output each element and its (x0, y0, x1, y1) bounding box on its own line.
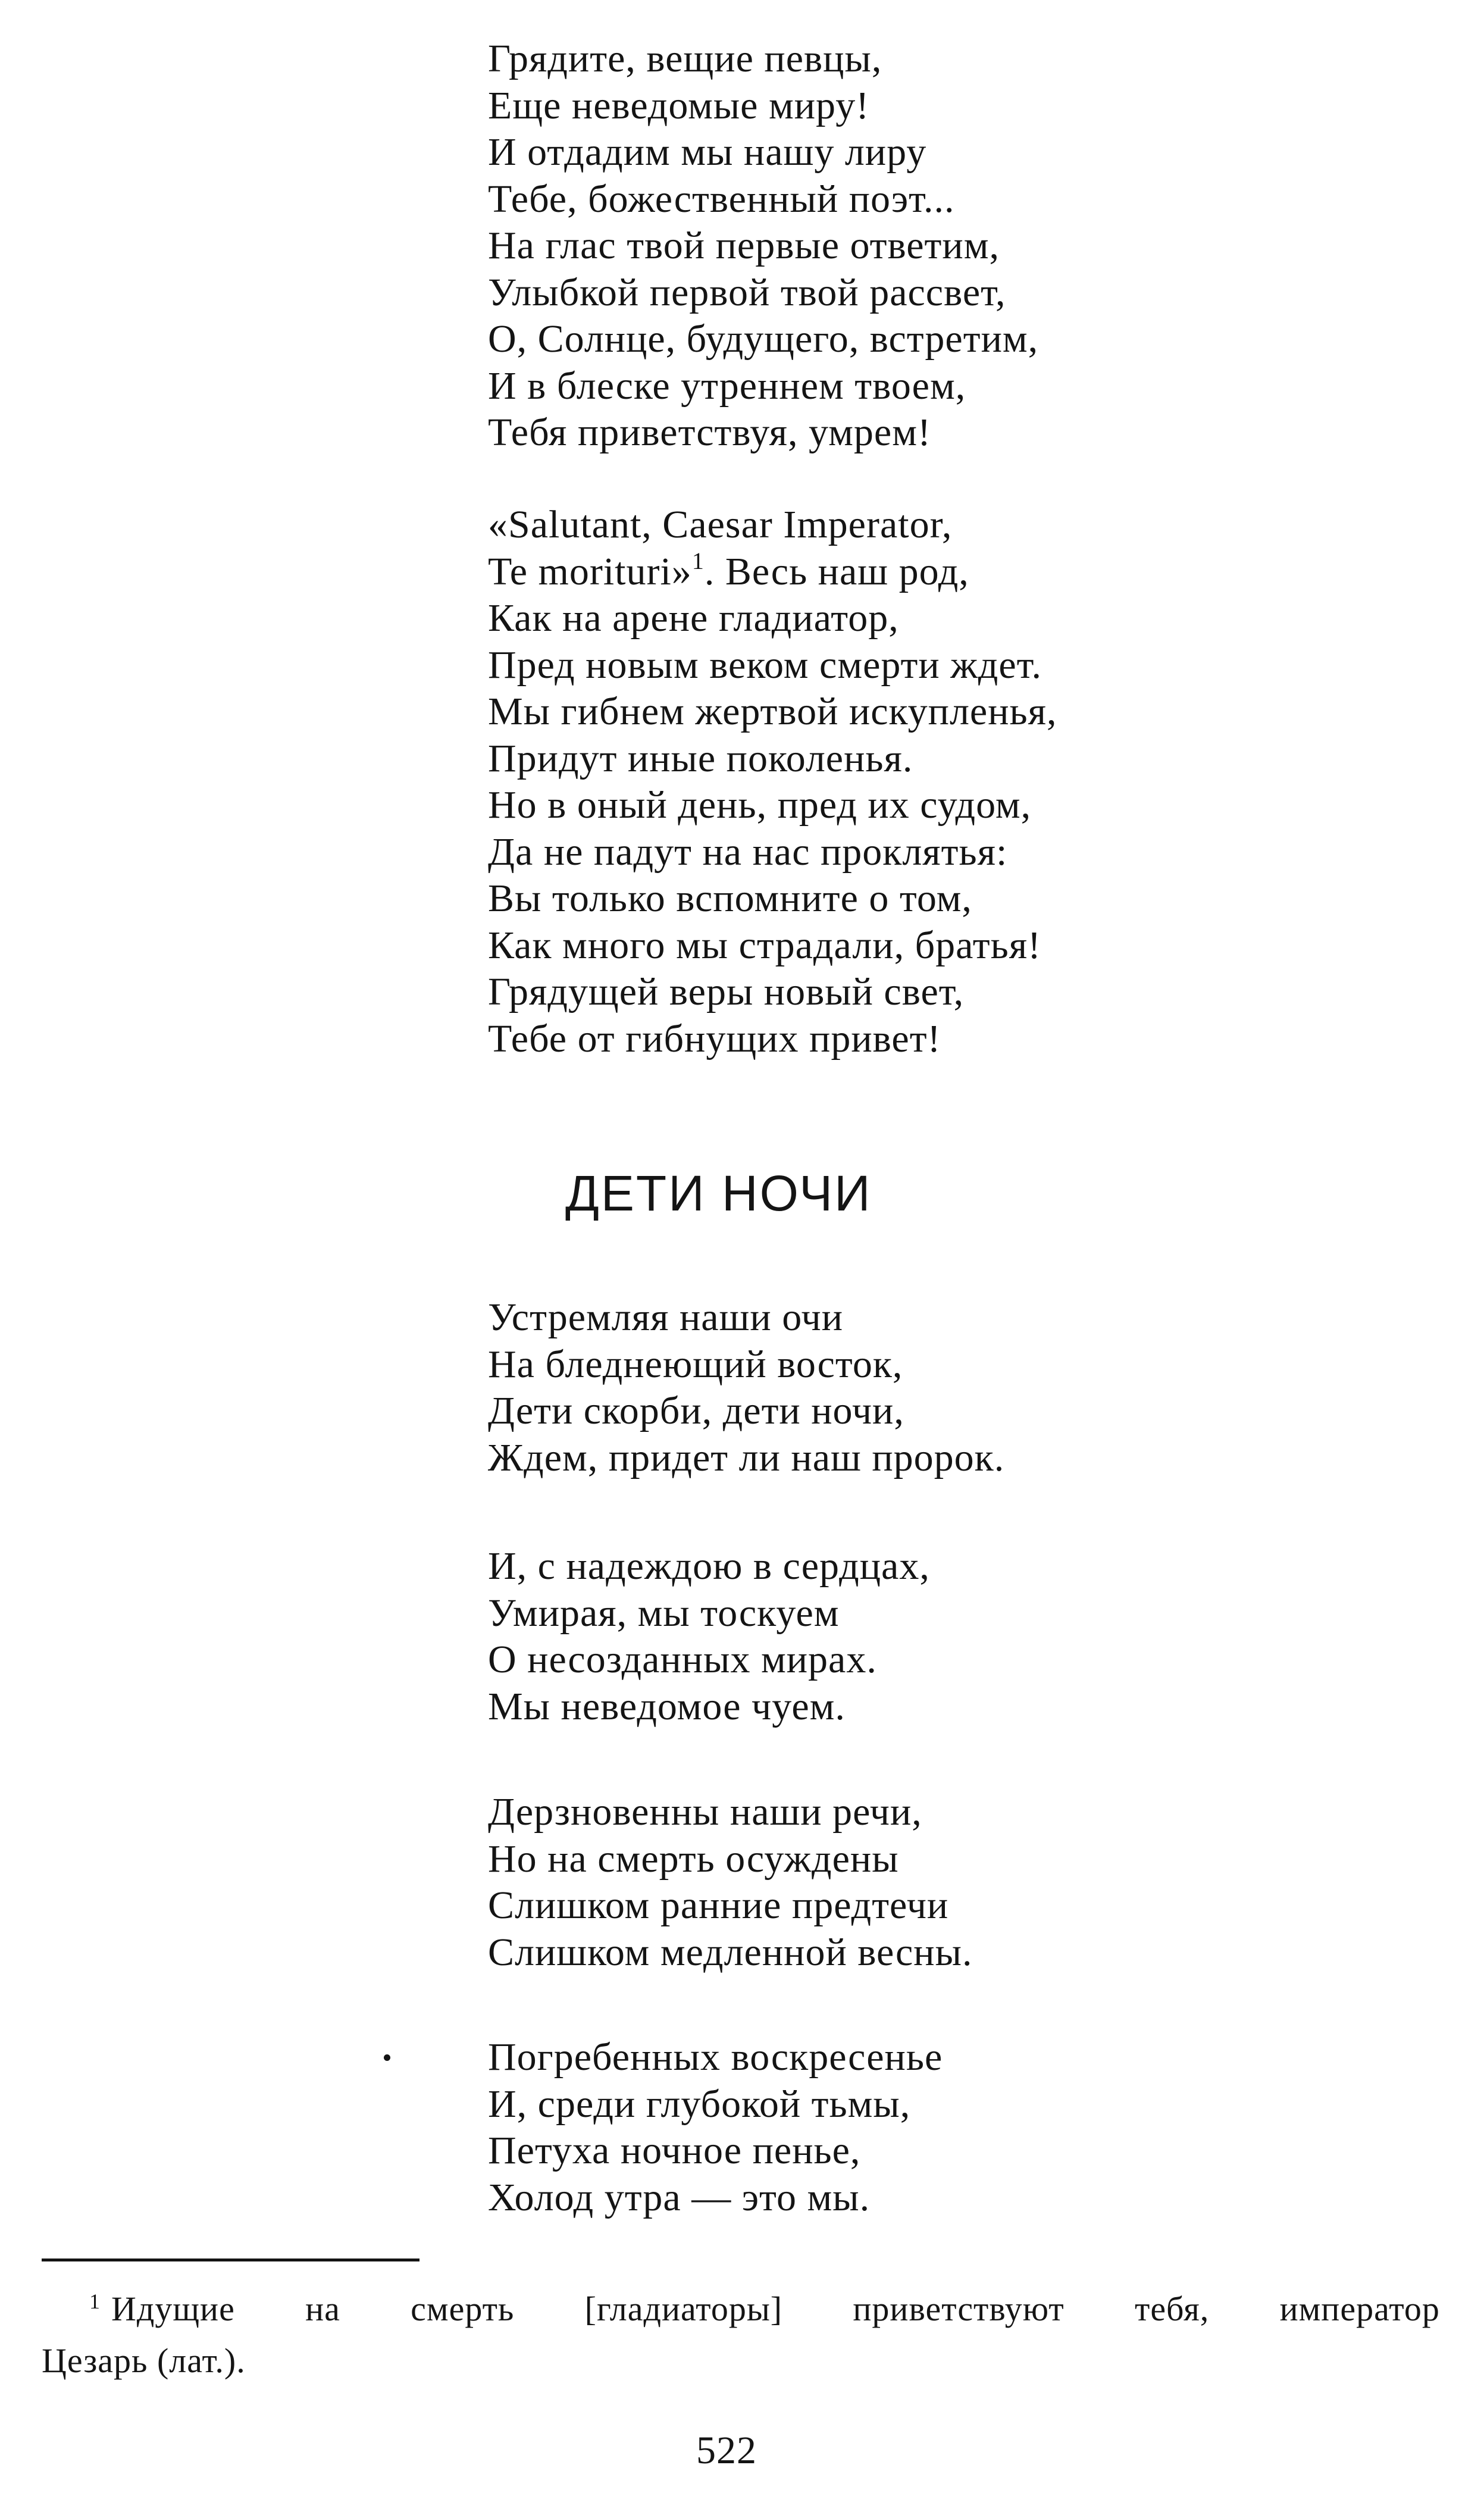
verse-text: Te morituri» (488, 549, 692, 593)
verse-line: Как много мы страдали, братья! (488, 923, 1042, 967)
verse-line: Да не падут на нас проклятья: (488, 830, 1008, 874)
footnote-word: император (1279, 2289, 1440, 2328)
verse-line: Ждем, придет ли наш пророк. (488, 1435, 1005, 1479)
verse-line: Дерзновенны наши речи, (488, 1790, 922, 1834)
footnote-line-1 (42, 2285, 1440, 2337)
verse-line: Грядущей веры новый свет, (488, 970, 965, 1013)
footnote-word: [гладиаторы] (584, 2289, 783, 2328)
poem-title: ДЕТИ НОЧИ (565, 1165, 872, 1221)
footnote-line-2: Цезарь (лат.). (42, 2341, 246, 2380)
verse-line: Слишком ранние предтечи (488, 1884, 949, 1927)
verse-line: О, Солнце, будущего, встретим, (488, 317, 1039, 361)
poem-stanza-1 (488, 1294, 1004, 1481)
verse-line: О несозданных мирах. (488, 1638, 877, 1681)
verse-line: Тебе от гибнущих привет! (488, 1016, 941, 1061)
verse-line: И, среди глубокой тьмы, (488, 2082, 911, 2126)
poem-stanza-2 (488, 1543, 930, 1730)
verse-line: И отдадим мы нашу лиру (488, 130, 927, 174)
verse-line: «Salutant, Caesar Imperator, (488, 503, 953, 546)
verse-line: И, с надеждою в сердцах, (488, 1544, 930, 1588)
verse-line: Холод утра — это мы. (488, 2175, 871, 2219)
page-number: 522 (696, 2429, 757, 2472)
verse-text: . Весь наш род, (704, 549, 969, 593)
verse-line: Тебя приветствуя, умрем! (488, 411, 931, 454)
footnote (42, 2285, 1440, 2385)
footnote-word: $^1$ Идущие (89, 2289, 235, 2328)
verse-line: Но на смерть осуждены (488, 1837, 899, 1881)
verse-line: Устремляя наши очи (488, 1296, 844, 1339)
footnote-marker: 1 (89, 2289, 101, 2313)
verse-line: Улыбкой первой твой рассвет, (488, 270, 1006, 314)
verse-line: Умирая, мы тоскуем (488, 1591, 840, 1635)
verse-line: Придут иные поколенья. (488, 736, 913, 780)
stanza-1 (488, 36, 1038, 456)
verse-line: Мы неведомое чуем. (488, 1684, 846, 1728)
verse-line: Как на арене гладиатор, (488, 596, 899, 640)
stanza-2 (488, 502, 1057, 1062)
verse-line: Вы только вспомните о том, (488, 877, 972, 920)
verse-line: Слишком медленной весны. (488, 1930, 973, 1974)
verse-line-with-footnote (488, 549, 1057, 596)
footnote-divider (42, 2259, 419, 2261)
footnote-word: смерть (411, 2289, 515, 2328)
verse-line: Тебе, божественный поэт... (488, 177, 955, 221)
verse-line: Дети скорби, дети ночи, (488, 1389, 904, 1432)
footnote-word: тебя, (1134, 2289, 1210, 2328)
stray-dot-mark (384, 2054, 390, 2061)
poem-stanza-3 (488, 1789, 972, 1976)
verse-line: На бледнеющий восток, (488, 1342, 903, 1386)
poem-stanza-4 (488, 2034, 943, 2221)
verse-line: Мы гибнем жертвой искупленья, (488, 690, 1057, 733)
footnote-reference[interactable]: 1 (691, 547, 705, 574)
verse-line: Петуха ночное пенье, (488, 2129, 861, 2172)
verse-line: И в блеске утреннем твоем, (488, 364, 966, 408)
footnote-word: приветствуют (853, 2289, 1065, 2328)
verse-line: Погребенных воскресенье (488, 2035, 943, 2079)
verse-line: Грядите, вещие певцы, (488, 37, 882, 80)
verse-line: Еще неведомые миру! (488, 83, 870, 127)
footnote-word: на (305, 2289, 340, 2328)
verse-line: На глас твой первые ответим, (488, 224, 1000, 267)
verse-line: Но в оный день, пред их судом, (488, 783, 1032, 827)
verse-line: Пред новым веком смерти ждет. (488, 643, 1042, 687)
